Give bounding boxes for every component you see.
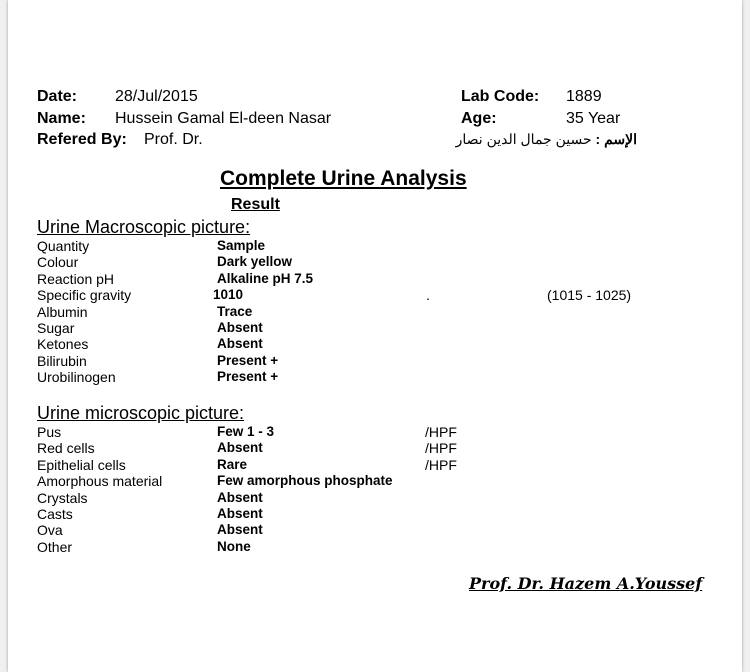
referred-by-label: Refered By: [37, 131, 127, 148]
test-result: Rare [217, 456, 248, 472]
test-name: Colour [37, 254, 79, 271]
test-result: Absent [217, 522, 263, 538]
test-unit: /HPF [425, 456, 457, 473]
test-result: Few 1 - 3 [217, 424, 275, 439]
test-result: Present + [217, 369, 279, 385]
test-result: Few amorphous phosphate [217, 473, 393, 489]
test-name: Reaction pH [37, 270, 115, 287]
test-name: Ova [37, 522, 63, 539]
report-page [8, 0, 742, 672]
result-heading: Result [231, 196, 280, 213]
test-name: Casts [37, 506, 73, 522]
date-label: Date: [37, 88, 78, 105]
test-result: Absent [217, 336, 263, 352]
report-title: Complete Urine Analysis [220, 167, 467, 190]
arabic-name-value: حسين جمال الدين نصار [455, 131, 592, 147]
reference-range: (1015 - 1025) [547, 287, 632, 304]
test-result: Absent [217, 489, 263, 505]
test-result: Present + [217, 352, 279, 368]
test-marker: . [426, 287, 430, 304]
macroscopic-heading: Urine Macroscopic picture: [37, 217, 251, 237]
test-name: Ketones [37, 336, 89, 353]
doctor-signature: Prof. Dr. Hazem A.Youssef [469, 574, 703, 593]
test-name: Urobilinogen [37, 369, 116, 386]
test-name: Pus [37, 424, 62, 440]
date-value: 28/Jul/2015 [115, 88, 198, 105]
test-name: Sugar [37, 320, 75, 336]
age-label: Age: [461, 110, 497, 127]
test-result: Sample [217, 238, 266, 253]
test-name: Crystals [37, 489, 88, 506]
test-unit: /HPF [425, 424, 457, 440]
test-name: Amorphous material [37, 473, 163, 490]
test-result: None [217, 538, 251, 554]
test-result: Trace [217, 303, 253, 319]
lab-code-value: 1889 [566, 88, 602, 105]
test-name: Red cells [37, 440, 95, 457]
test-unit: /HPF [425, 440, 457, 457]
test-result: Absent [217, 506, 263, 521]
test-name: Specific gravity [37, 287, 132, 304]
test-result: Absent [217, 320, 263, 335]
name-label: Name: [37, 110, 86, 127]
test-name: Epithelial cells [37, 456, 126, 473]
test-result: 1010 [213, 287, 244, 303]
test-name: Albumin [37, 303, 88, 320]
lab-code-label: Lab Code: [461, 88, 540, 105]
test-name: Bilirubin [37, 352, 87, 369]
test-name: Other [37, 538, 73, 555]
name-value: Hussein Gamal El-deen Nasar [115, 110, 332, 127]
arabic-name-label: الإسم : [595, 131, 637, 147]
test-result: Absent [217, 440, 263, 456]
arabic-name [455, 131, 637, 148]
test-result: Alkaline pH 7.5 [217, 270, 314, 286]
test-name: Quantity [37, 238, 90, 254]
microscopic-heading: Urine microscopic picture: [37, 403, 245, 423]
referred-by-value: Prof. Dr. [144, 131, 203, 148]
age-value: 35 Year [566, 110, 621, 127]
test-result: Dark yellow [217, 254, 293, 270]
